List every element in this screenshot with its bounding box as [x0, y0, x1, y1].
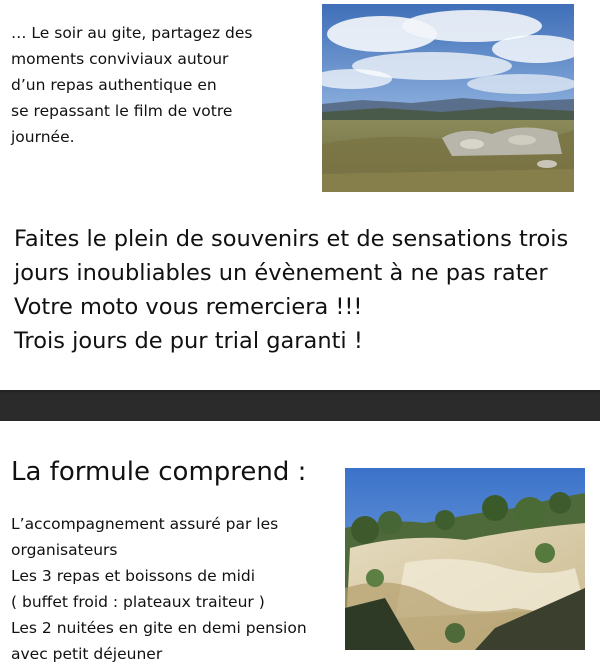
formula-item: avec petit déjeuner — [11, 645, 163, 663]
intro-paragraph — [11, 20, 311, 150]
intro-line: se repassant le film de votre — [11, 102, 233, 120]
slogan-line: Faites le plein de souvenirs et de sensations trois — [14, 226, 569, 252]
intro-line: d’un repas authentique en — [11, 76, 217, 94]
slogan-text — [14, 222, 568, 358]
intro-line: moments conviviaux autour — [11, 50, 229, 68]
slogan-line: Trois jours de pur trial garanti ! — [14, 328, 363, 354]
formula-item: Les 2 nuitées en gite en demi pension — [11, 619, 307, 637]
formula-list — [11, 511, 331, 664]
mountain-landscape-illustration — [322, 4, 574, 192]
intro-line: … Le soir au gite, partagez des — [11, 24, 253, 42]
formula-item: Les 3 repas et boissons de midi — [11, 567, 256, 585]
formula-item: ( buffet froid : plateaux traiteur ) — [11, 593, 265, 611]
quarry-hillside-photo — [345, 468, 585, 650]
slogan-line: jours inoubliables un évènement à ne pas rater — [14, 260, 548, 286]
formula-item: organisateurs — [11, 541, 118, 559]
quarry-hillside-illustration — [345, 468, 585, 650]
intro-line: journée. — [11, 128, 75, 146]
section-heading: La formule comprend : — [11, 457, 307, 487]
mountain-landscape-photo — [322, 4, 574, 192]
slogan-line: Votre moto vous remerciera !!! — [14, 294, 363, 320]
formula-item: L’accompagnement assuré par les — [11, 515, 279, 533]
